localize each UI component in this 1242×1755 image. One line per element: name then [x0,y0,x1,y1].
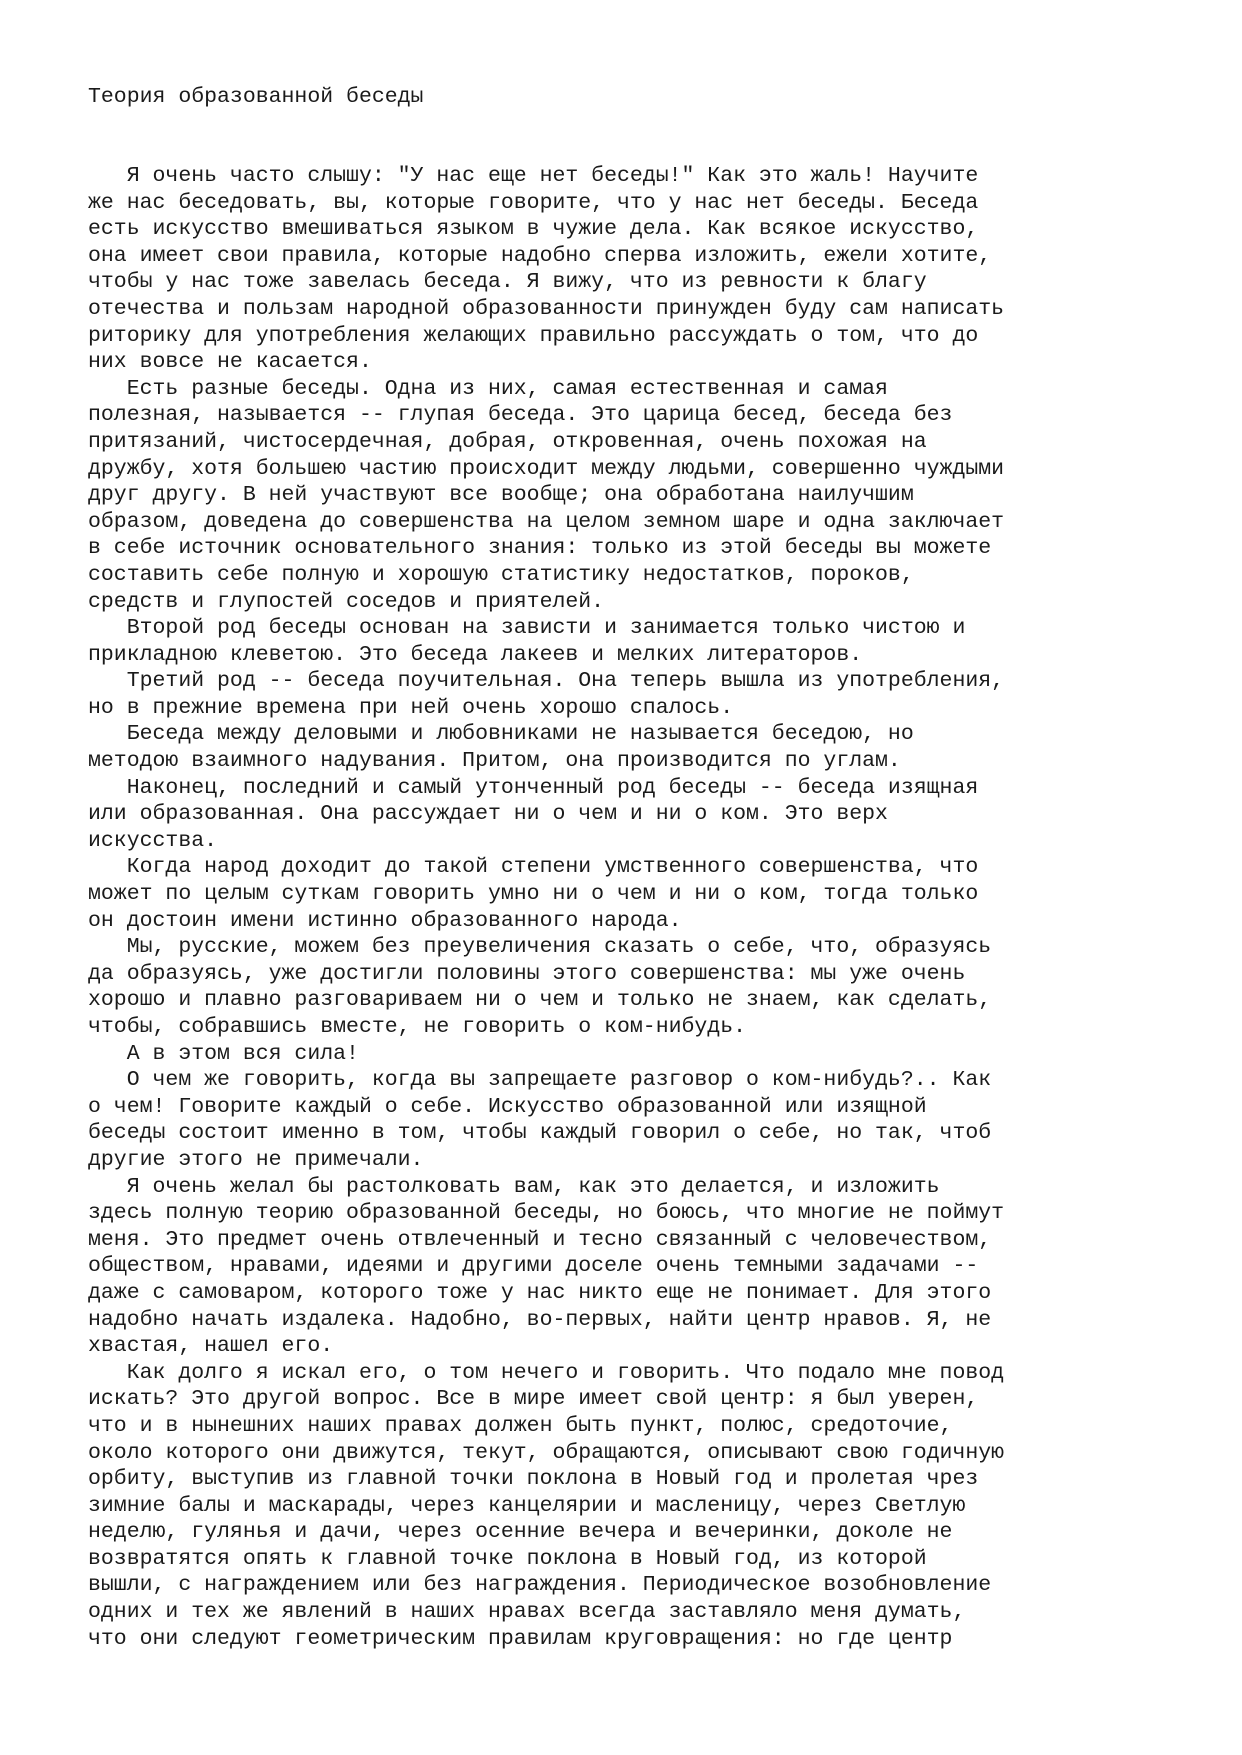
text-line: есть искусство вмешиваться языком в чужие дела. Как всякое искусство, [88,217,979,242]
text-line: что и в нынешних наших правах должен быть пункт, полюс, средоточие, [88,1413,953,1438]
text-line: риторику для употребления желающих правильно рассуждать о том, что до [88,323,979,348]
text-line: составить себе полную и хорошую статистику недостатков, пороков, [88,562,914,587]
text-line: отечества и пользам народной образованности принужден буду сам написать [88,296,1005,321]
text-line: что они следуют геометрическим правилам круговращения: но где центр [88,1626,953,1651]
text-line: о чем! Говорите каждый о себе. Искусство образованной или изящной [88,1094,927,1119]
document-body [88,163,1208,1652]
text-line: чтобы у нас тоже завелась беседа. Я вижу, что из ревности к благу [88,270,927,295]
text-line: Беседа между деловыми и любовниками не называется беседою, но [88,722,914,747]
text-line: хорошо и плавно разговариваем ни о чем и только не знаем, как сделать, [88,988,992,1013]
text-line: меня. Это предмет очень отвлеченный и тесно связанный с человечеством, [88,1227,992,1252]
text-line: чтобы, собравшись вместе, не говорить о ком-нибудь. [88,1015,747,1039]
text-line: может по целым суткам говорить умно ни о чем и ни о ком, тогда только [88,882,979,907]
text-line: он достоин имени истинно образованного народа. [88,908,682,933]
text-line: вышли, с награждением или без награждения. Периодическое возобновление [88,1573,992,1598]
text-line: беседы состоит именно в том, чтобы каждый говорил о себе, но так, чтоб [88,1121,992,1146]
text-line: она имеет свои правила, которые надобно сперва изложить, ежели хотите, [88,243,992,268]
text-line: образом, доведена до совершенства на целом земном шаре и одна заключает [88,509,1005,534]
text-line: Как долго я искал его, о том нечего и говорить. Что подало мне повод [88,1360,1005,1385]
text-line: О чем же говорить, когда вы запрещаете разговор о ком-нибудь?.. Как [88,1068,992,1093]
text-line: друг другу. В ней участвуют все вообще; она обработана наилучшим [88,483,914,508]
text-line: одних и тех же явлений в наших нравах всегда заставляло меня думать, [88,1600,966,1625]
text-line: Когда народ доходит до такой степени умственного совершенства, что [88,855,979,880]
text-line: прикладною клеветою. Это беседа лакеев и мелких литераторов. [88,642,863,667]
text-line: здесь полную теорию образованной беседы, но боюсь, что многие не поймут [88,1201,1005,1226]
text-line: них вовсе не касается. [88,350,372,375]
text-line: Второй род беседы основан на зависти и занимается только чистою и [88,616,966,641]
text-line: хвастая, нашел его. [88,1334,334,1359]
text-line: А в этом вся сила! [88,1041,359,1066]
text-line: возвратятся опять к главной точке поклона в Новый год, из которой [88,1546,927,1571]
text-line: другие этого не примечали. [88,1147,424,1172]
text-line: да образуясь, уже достигли половины этого совершенства: мы уже очень [88,961,966,986]
text-line: обществом, нравами, идеями и другими доселе очень темными задачами -- [88,1254,979,1279]
text-line: Мы, русские, можем без преувеличения сказать о себе, что, образуясь [88,935,992,960]
text-line: даже с самоваром, которого тоже у нас никто еще не понимает. Для этого [88,1280,992,1305]
text-line: орбиту, выступив из главной точки поклона в Новый год и пролетая чрез [88,1467,979,1492]
text-line: полезная, называется -- глупая беседа. Это царица бесед, беседа без [88,403,953,428]
text-line: Наконец, последний и самый утонченный род беседы -- беседа изящная [88,775,979,800]
text-line: методою взаимного надувания. Притом, она производится по углам. [88,749,901,774]
text-line: надобно начать издалека. Надобно, во-первых, найти центр нравов. Я, не [88,1307,992,1332]
text-line: Есть разные беседы. Одна из них, самая естественная и самая [88,376,888,401]
text-line: дружбу, хотя большею частию происходит между людьми, совершенно чуждыми [88,456,1005,481]
text-line: или образованная. Она рассуждает ни о чем и ни о ком. Это верх [88,802,888,827]
text-line: но в прежние времена при ней очень хорошо спалось. [88,695,734,720]
text-line: неделю, гулянья и дачи, через осенние вечера и вечеринки, доколе не [88,1520,953,1545]
text-line: Я очень часто слышу: "У нас еще нет беседы!" Как это жаль! Научите [88,164,979,188]
text-line: искусства. [88,828,218,853]
text-line: Третий род -- беседа поучительная. Она теперь вышла из употребления, [88,669,1005,694]
text-line: Я очень желал бы растолковать вам, как это делается, и изложить [88,1174,940,1199]
document-title: Теория образованной беседы [88,85,424,109]
text-line: в себе источник основательного знания: только из этой беседы вы можете [88,536,992,561]
text-line: средств и глупостей соседов и приятелей. [88,589,605,614]
text-line: притязаний, чистосердечная, добрая, откровенная, очень похожая на [88,429,927,454]
text-line: зимние балы и маскарады, через канцелярии и масленицу, через Светлую [88,1493,966,1518]
text-line: около которого они движутся, текут, обращаются, описывают свою годичную [88,1440,1005,1465]
text-line: искать? Это другой вопрос. Все в мире имеет свой центр: я был уверен, [88,1387,979,1412]
text-line: же нас беседовать, вы, которые говорите, что у нас нет беседы. Беседа [88,190,979,215]
